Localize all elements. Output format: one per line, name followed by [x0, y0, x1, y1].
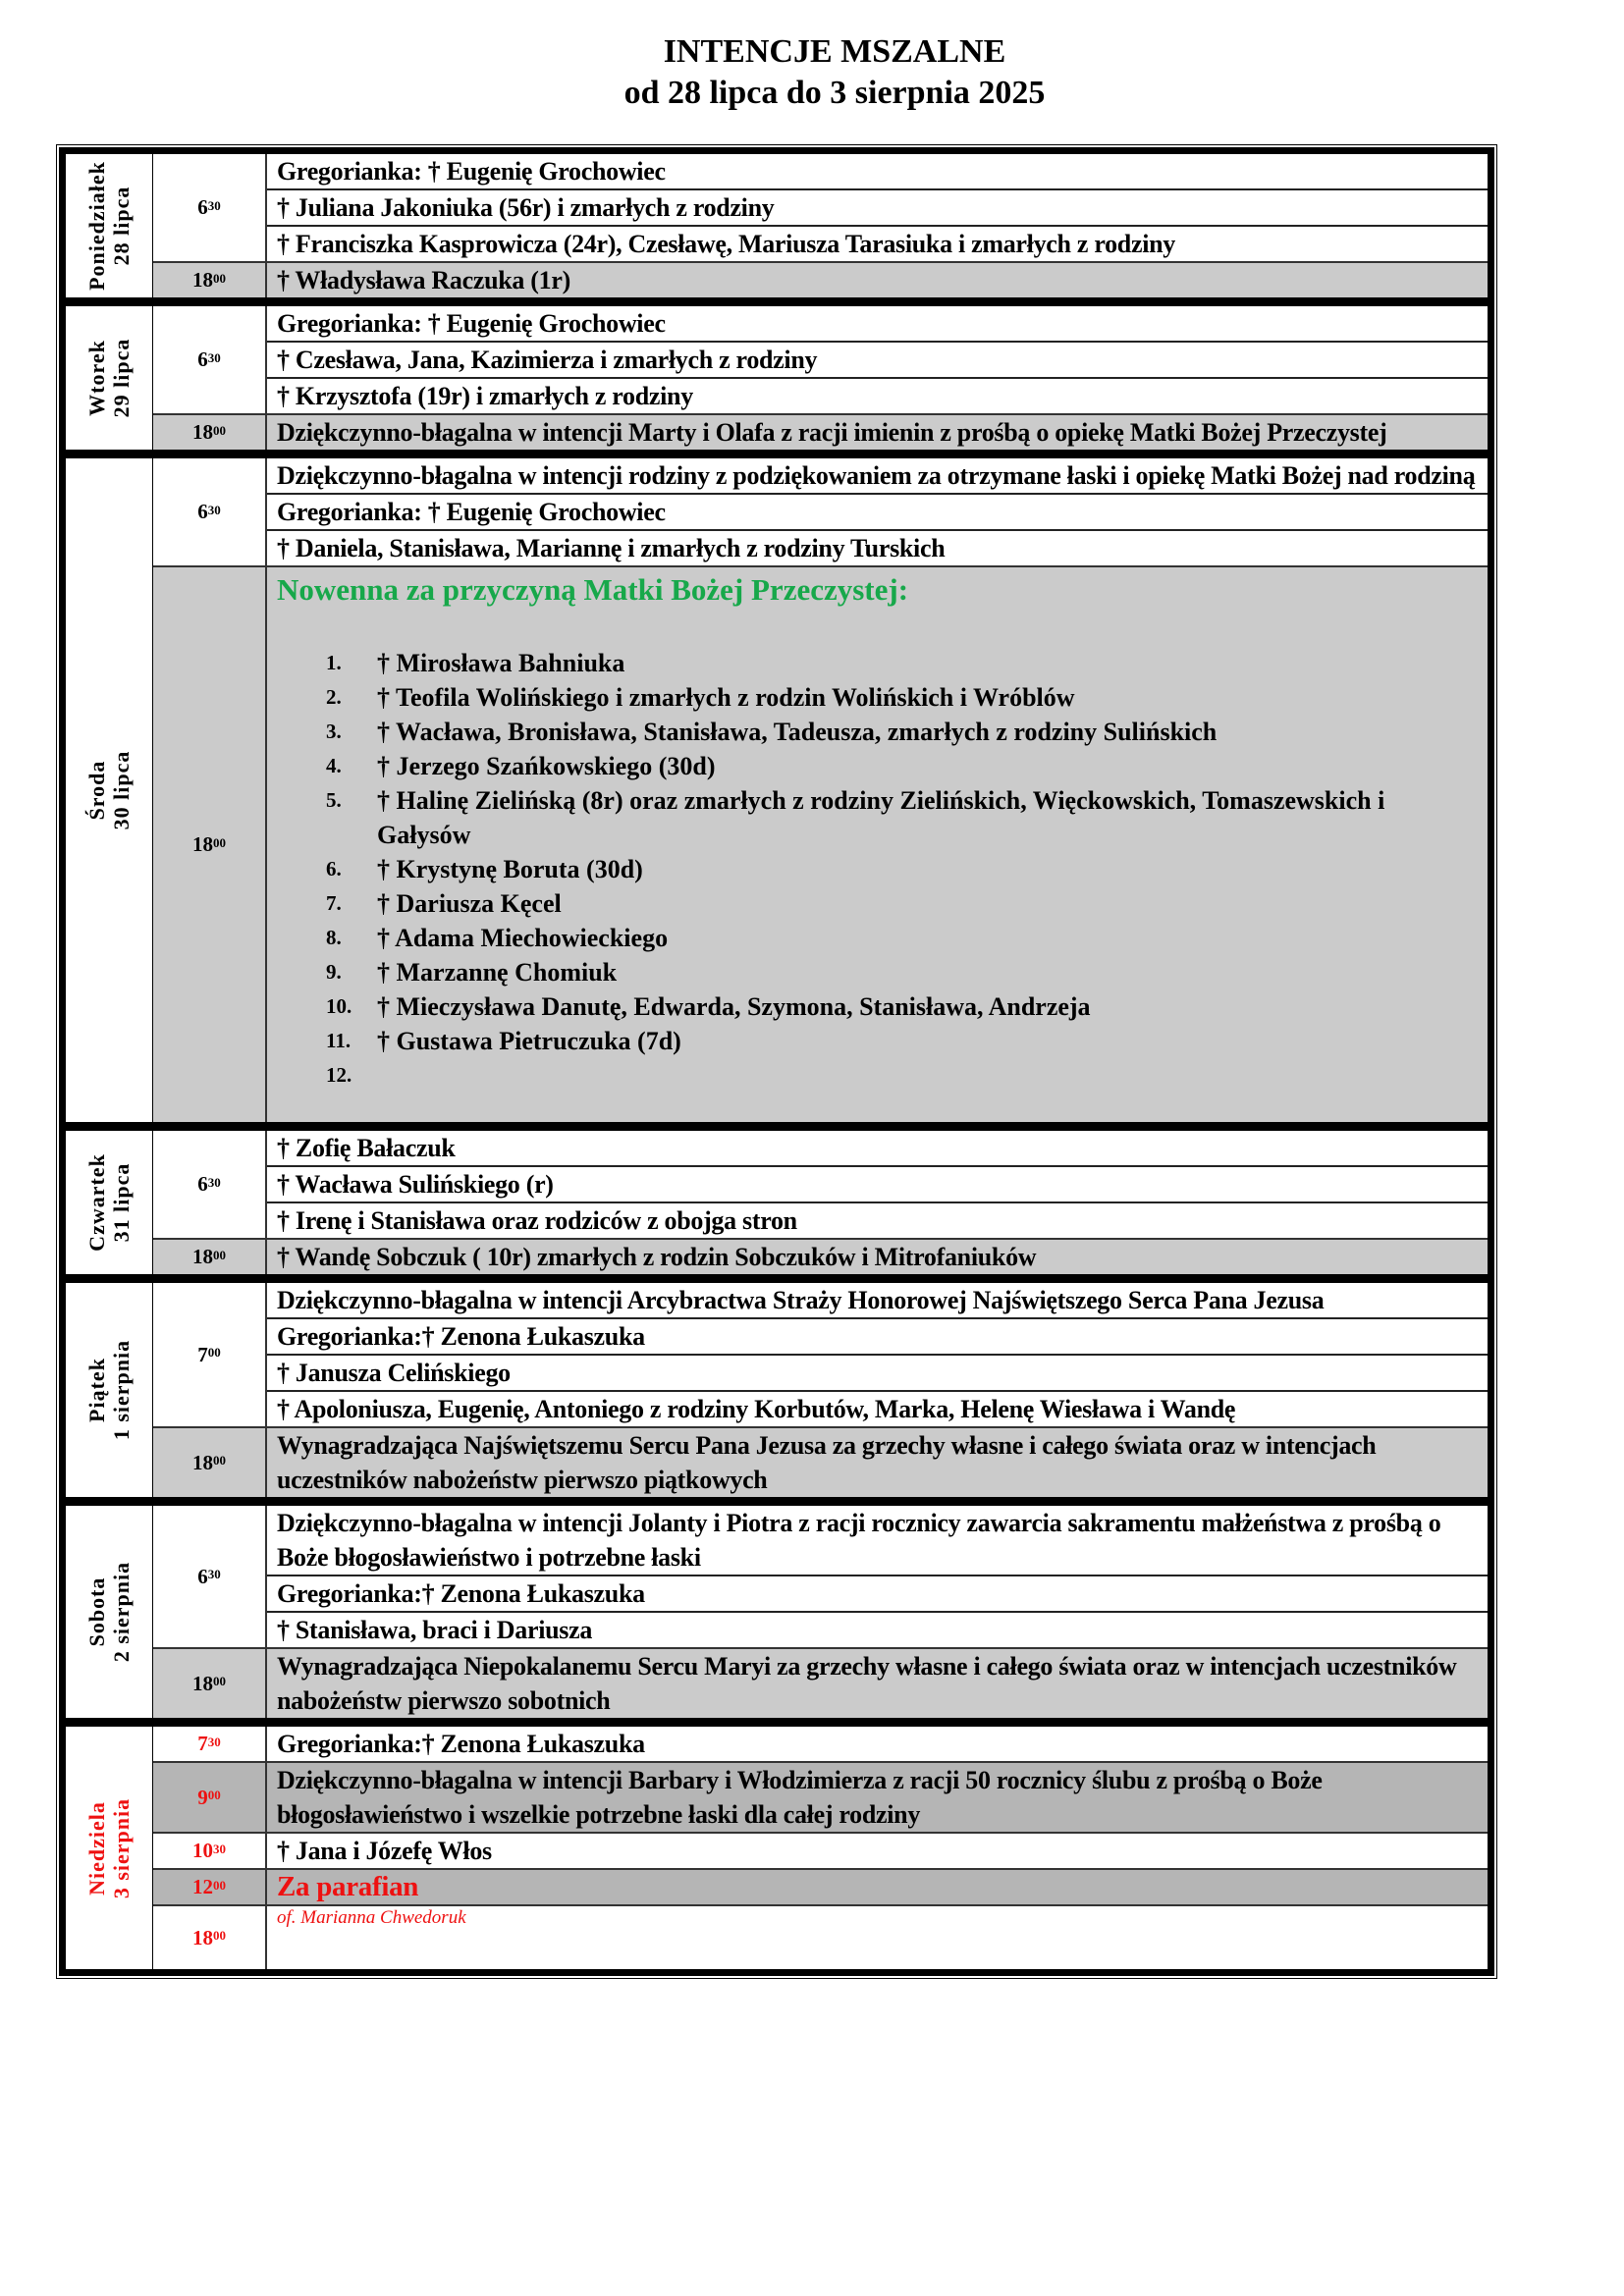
day-date: 30 lipca — [109, 750, 134, 830]
intention: Dziękczynno-błagalna w intencji Marty i Olafa z racji imienin z prośbą o opiekę Matki Bożej Przeczystej — [277, 418, 1387, 447]
novena-item: 8. † Adama Miechowieckiego — [326, 924, 669, 952]
day-name: Poniedziałek — [84, 161, 109, 291]
mass-time: 18 $^{00}$ — [153, 415, 267, 450]
intention: † Apoloniusza, Eugenię, Antoniego z rodziny Korbutów, Marka, Helenę Wiesława i Wandę — [277, 1395, 1236, 1423]
intention-parishioners: Za parafian — [277, 1871, 419, 1902]
day-name: Piątek — [84, 1358, 109, 1422]
novena-item: 11. † Gustawa Pietruczuka (7d) — [326, 1027, 681, 1055]
day-label-cell — [66, 154, 153, 297]
day-thursday — [65, 1130, 1489, 1275]
mass-row — [153, 1906, 1488, 1969]
day-name: Sobota — [84, 1576, 109, 1647]
day-label-cell — [66, 306, 153, 450]
mass-row — [153, 263, 1488, 297]
mass-time: 18 $^{00}$ — [153, 1906, 267, 1969]
day-name: Niedziela — [84, 1800, 109, 1896]
novena-item: 3. † Wacława, Bronisława, Stanisława, Tadeusza, zmarłych z rodziny Sulińskich — [326, 718, 1218, 746]
day-date: 29 lipca — [109, 338, 134, 418]
day-date: 2 sierpnia — [109, 1561, 134, 1663]
day-date: 1 sierpnia — [109, 1339, 134, 1441]
mass-time: 10 $^{30}$ — [153, 1834, 267, 1868]
day-monday — [65, 153, 1489, 298]
intention: † Zofię Bałaczuk — [267, 1131, 1488, 1167]
day-label — [84, 1562, 134, 1662]
day-sunday — [65, 1726, 1489, 1970]
day-name: Czwartek — [84, 1153, 109, 1252]
intention: † Janusza Celińskiego — [267, 1356, 1488, 1392]
mass-row — [153, 1870, 1488, 1906]
day-name: Środa — [84, 760, 109, 821]
novena-item: 1. † Mirosława Bahniuka — [326, 649, 625, 677]
day-friday — [65, 1282, 1489, 1498]
intention: † Daniela, Stanisława, Mariannę i zmarłych z rodziny Turskich — [277, 534, 946, 562]
day-date: 31 lipca — [109, 1162, 134, 1243]
mass-row-novena — [153, 567, 1488, 1122]
day-date: 28 lipca — [109, 186, 134, 266]
day-wednesday — [65, 457, 1489, 1123]
intention: Dziękczynno-błagalna w intencji Barbary i Włodzimierza z racji 50 rocznicy ślubu z prośbą o Boże błogosławieństwo i wszelkie potrzebne łaski dla całej rodziny — [277, 1766, 1323, 1829]
mass-time: 6 $^{30}$ — [153, 1506, 267, 1647]
intention: Dziękczynno-błagalna w intencji Jolanty i Piotra z racji rocznicy zawarcia sakramentu małżeństwa z prośbą o Boże błogosławieństwo i potrzebne łaski — [267, 1506, 1488, 1576]
day-label — [84, 1153, 134, 1252]
day-label — [84, 161, 134, 291]
intention: † Wacława Sulińskiego (r) — [267, 1167, 1488, 1203]
mass-row — [153, 154, 1488, 263]
mass-row — [153, 415, 1488, 450]
day-label-cell — [66, 1727, 153, 1969]
intention: Dziękczynno-błagalna w intencji Arcybractwa Straży Honorowej Najświętszego Serca Pana Jezusa — [267, 1283, 1488, 1319]
mass-time: 6 $^{30}$ — [153, 1131, 267, 1238]
intention: † Wandę Sobczuk ( 10r) zmarłych z rodzin Sobczuków i Mitrofaniuków — [277, 1243, 1037, 1271]
intention: † Czesława, Jana, Kazimierza i zmarłych z rodziny — [267, 343, 1488, 379]
mass-row — [153, 306, 1488, 415]
novena-title: Nowenna za przyczyną Matki Bożej Przeczystej: — [277, 572, 909, 607]
mass-row — [153, 1506, 1488, 1649]
mass-row — [153, 1240, 1488, 1274]
mass-time: 6 $^{30}$ — [153, 154, 267, 261]
intention: Dziękczynno-błagalna w intencji rodziny z podziękowaniem za otrzymane łaski i opiekę Matki Bożej nad rodziną — [267, 458, 1488, 495]
intention: † Stanisława, braci i Dariusza — [277, 1616, 593, 1644]
intention: Gregorianka: † Eugenię Grochowiec — [267, 495, 1488, 531]
day-label-cell — [66, 1283, 153, 1497]
mass-time: 18 $^{00}$ — [153, 1649, 267, 1718]
intention: † Jana i Józefę Włos — [277, 1837, 492, 1865]
novena-item: 9. † Marzannę Chomiuk — [326, 958, 618, 987]
intention: † Irenę i Stanisława oraz rodziców z obojga stron — [277, 1206, 797, 1235]
mass-row — [153, 458, 1488, 567]
mass-row — [153, 1763, 1488, 1834]
mass-row — [153, 1283, 1488, 1428]
day-label-cell — [66, 1506, 153, 1718]
mass-time: 7 $^{30}$ — [153, 1727, 267, 1761]
novena-item: 7. † Dariusza Kęcel — [326, 889, 562, 918]
day-label — [84, 1340, 134, 1440]
page-subtitle: od 28 lipca do 3 sierpnia 2025 — [623, 75, 1046, 111]
mass-time: 6 $^{30}$ — [153, 306, 267, 413]
intention: Gregorianka:† Zenona Łukaszuka — [267, 1319, 1488, 1356]
novena-item: 10. † Mieczysława Danutę, Edwarda, Szymona, Stanisława, Andrzeja — [326, 992, 1091, 1021]
intention: Gregorianka:† Zenona Łukaszuka — [277, 1730, 645, 1758]
mass-time: 6 $^{30}$ — [153, 458, 267, 565]
mass-row — [153, 1834, 1488, 1870]
day-date: 3 sierpnia — [109, 1797, 134, 1898]
mass-time: 18 $^{00}$ — [153, 263, 267, 297]
mass-time: 18 $^{00}$ — [153, 1428, 267, 1497]
novena-list — [267, 646, 1488, 1093]
page-title: INTENCJE MSZALNE — [663, 33, 1006, 70]
intention: Wynagradzająca Niepokalanemu Sercu Maryi za grzechy własne i całego świata oraz w intencjach uczestników nabożeństw pierwszo sobotnich — [277, 1652, 1457, 1715]
offering-note: of. Marianna Chwedoruk — [277, 1907, 466, 1928]
mass-time: 18 $^{00}$ — [153, 1240, 267, 1274]
novena-item: 4. † Jerzego Szańkowskiego (30d) — [326, 752, 716, 780]
intention: Gregorianka: † Eugenię Grochowiec — [267, 306, 1488, 343]
mass-time: 18 $^{00}$ — [153, 567, 267, 1122]
intention: † Juliana Jakoniuka (56r) i zmarłych z rodziny — [267, 190, 1488, 227]
novena-item: 2. † Teofila Wolińskiego i zmarłych z rodzin Wolińskich i Wróblów — [326, 683, 1075, 712]
novena-item: 12. — [326, 1063, 352, 1087]
novena-item: 5. † Halinę Zielińską (8r) oraz zmarłych z rodziny Zielińskich, Więckowskich, Tomaszewskich i Gałysów — [326, 786, 1385, 849]
intention: † Franciszka Kasprowicza (24r), Czesławę, Mariusza Tarasiuka i zmarłych z rodziny — [277, 230, 1175, 258]
intention: † Władysława Raczuka (1r) — [277, 266, 570, 294]
day-label — [84, 339, 134, 418]
novena-item: 6. † Krystynę Boruta (30d) — [326, 855, 643, 883]
day-label-cell — [66, 1131, 153, 1274]
day-tuesday — [65, 305, 1489, 451]
mass-time: 9 $^{00}$ — [153, 1763, 267, 1832]
day-label-cell — [66, 458, 153, 1122]
day-label — [84, 751, 134, 830]
mass-time: 7 $^{00}$ — [153, 1283, 267, 1426]
mass-row — [153, 1131, 1488, 1240]
intention: Gregorianka:† Zenona Łukaszuka — [267, 1576, 1488, 1613]
intention: Gregorianka: † Eugenię Grochowiec — [267, 154, 1488, 190]
mass-time: 12 $^{00}$ — [153, 1870, 267, 1904]
day-label — [84, 1797, 134, 1897]
intentions-table — [59, 147, 1494, 1976]
mass-row — [153, 1727, 1488, 1763]
intention: Wynagradzająca Najświętszemu Sercu Pana Jezusa za grzechy własne i całego świata oraz w intencjach uczestników nabożeństw pierwszo piątkowych — [277, 1431, 1377, 1494]
mass-row — [153, 1428, 1488, 1497]
mass-row — [153, 1649, 1488, 1718]
day-saturday — [65, 1505, 1489, 1719]
day-name: Wtorek — [84, 340, 109, 416]
intention: † Krzysztofa (19r) i zmarłych z rodziny — [277, 382, 693, 410]
